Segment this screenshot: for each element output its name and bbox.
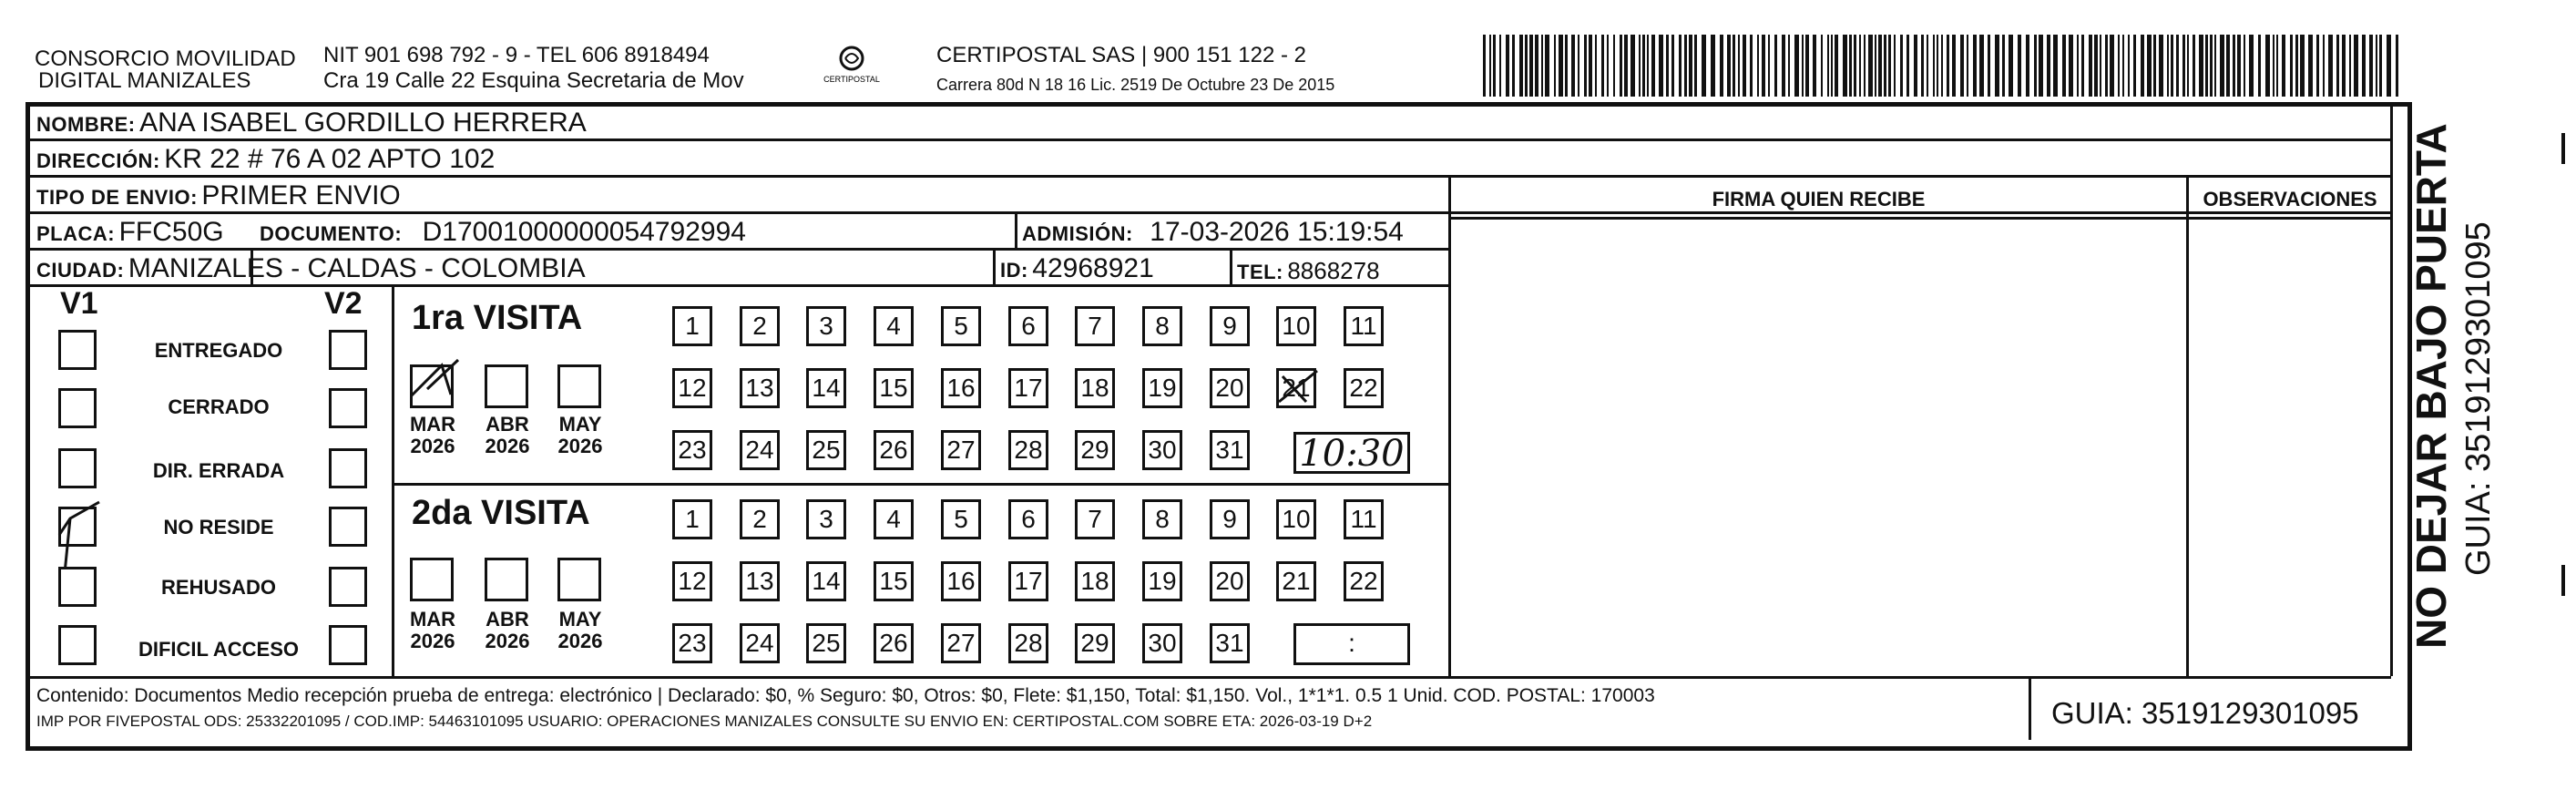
second-visit-day-31[interactable]: 31 [1210,623,1250,663]
first-visit-month-may-box[interactable] [557,364,601,408]
footer-print-line: IMP POR FIVEPOSTAL ODS: 25332201095 / COD.IMP: 54463101095 USUARIO: OPERACIONES MANIZALES CONSULTE SU ENVIO EN: CERTIPOSTAL.COM SOBRE ETA: 2026-03-19 D+2 [36,713,1373,730]
second-visit-day-24[interactable]: 24 [740,623,780,663]
first-visit-day-23[interactable]: 23 [672,430,712,470]
second-visit-month-abr-box[interactable] [485,558,528,601]
v2-entregado-checkbox[interactable] [329,330,367,370]
first-visit-month-mar-label: MAR 2026 [409,413,456,457]
document-label: DOCUMENTO: [260,222,403,245]
second-visit-month-may-label: MAY 2026 [557,608,603,652]
second-visit-day-20[interactable]: 20 [1210,561,1250,601]
recipient-name-row [36,108,587,143]
v1-header: V1 [60,286,98,321]
first-visit-day-21[interactable]: 21 [1276,368,1316,408]
footer-content-line: Contenido: Documentos Medio recepción prueba de entrega: electrónico | Declarado: $0, % Seguro: $0, Otros: $0, Flete: $1,150, Total: $1,150. Vol., 1*1*1. 0.5 1 Unid. COD. POSTAL: 170003 [36,685,1655,706]
courier-license-line: Carrera 80d N 18 16 Lic. 2519 De Octubre 23 De 2015 [936,76,1335,94]
second-visit-day-21[interactable]: 21 [1276,561,1316,601]
first-visit-day-2[interactable]: 2 [740,306,780,346]
first-visit-day-7[interactable]: 7 [1075,306,1115,346]
first-visit-day-20[interactable]: 20 [1210,368,1250,408]
document-field [260,217,746,252]
first-visit-day-11[interactable]: 11 [1344,306,1384,346]
barcode [1483,35,2403,97]
second-visit-month-abr-label: ABR 2026 [485,608,530,652]
handwritten-check-icon [52,498,107,575]
first-visit-day-22[interactable]: 22 [1344,368,1384,408]
v2-dir-errada-checkbox[interactable] [329,448,367,488]
second-visit-day-9[interactable]: 9 [1210,499,1250,539]
first-visit-day-8[interactable]: 8 [1142,306,1182,346]
handwritten-check-icon [405,353,478,416]
first-visit-day-28[interactable]: 28 [1008,430,1048,470]
certipostal-logo [815,40,888,95]
recipient-address-row [36,144,495,179]
admission-label: ADMISIÓN: [1022,222,1133,245]
second-visit-month-may-box[interactable] [557,558,601,601]
second-visit-day-7[interactable]: 7 [1075,499,1115,539]
v2-header: V2 [324,286,363,321]
observations-column-header: OBSERVACIONES [2203,188,2377,210]
second-visit-day-2[interactable]: 2 [740,499,780,539]
first-visit-day-5[interactable]: 5 [941,306,981,346]
status-label-cerrado: CERRADO [168,395,270,418]
v2-dificil-acceso-checkbox[interactable] [329,625,367,665]
second-visit-day-26[interactable]: 26 [874,623,914,663]
second-visit-day-17[interactable]: 17 [1008,561,1048,601]
second-visit-day-1[interactable]: 1 [672,499,712,539]
second-visit-day-19[interactable]: 19 [1142,561,1182,601]
footer-guide-number: GUIA: 3519129301095 [2051,696,2359,730]
side-guide-number: GUIA: 3519129301095 [2459,221,2498,576]
second-visit-title: 2da VISITA [412,494,590,532]
v1-cerrado-checkbox[interactable] [58,388,97,428]
first-visit-day-6[interactable]: 6 [1008,306,1048,346]
status-label-no-reside: NO RESIDE [163,516,274,538]
second-visit-day-15[interactable]: 15 [874,561,914,601]
first-visit-day-9[interactable]: 9 [1210,306,1250,346]
v1-entregado-checkbox[interactable] [58,330,97,370]
v2-cerrado-checkbox[interactable] [329,388,367,428]
address-value: KR 22 # 76 A 02 APTO 102 [164,144,496,174]
first-visit-day-25[interactable]: 25 [806,430,846,470]
courier-name-line: CERTIPOSTAL SAS | 900 151 122 - 2 [936,43,1306,67]
tel-field [1237,255,1380,291]
second-visit-day-5[interactable]: 5 [941,499,981,539]
company-address-line: Cra 19 Calle 22 Esquina Secretaria de Mov [323,68,744,93]
second-visit-day-14[interactable]: 14 [806,561,846,601]
tel-label: TEL: [1237,261,1283,283]
first-visit-time-handwritten: 10:30 [1299,433,1405,475]
id-field [1000,253,1154,289]
second-visit-day-3[interactable]: 3 [806,499,846,539]
first-visit-day-31[interactable]: 31 [1210,430,1250,470]
status-label-dificil-acceso: DIFICIL ACCESO [138,638,299,661]
company-name-line1: CONSORCIO MOVILIDAD [35,46,296,71]
second-visit-day-8[interactable]: 8 [1142,499,1182,539]
first-visit-day-19[interactable]: 19 [1142,368,1182,408]
second-visit-day-25[interactable]: 25 [806,623,846,663]
v2-no-reside-checkbox[interactable] [329,507,367,547]
first-visit-day-26[interactable]: 26 [874,430,914,470]
v2-rehusado-checkbox[interactable] [329,567,367,607]
first-visit-title: 1ra VISITA [412,299,583,337]
second-visit-day-29[interactable]: 29 [1075,623,1115,663]
company-name-line2: DIGITAL MANIZALES [38,68,251,93]
status-label-rehusado: REHUSADO [161,576,276,599]
shipment-type-row [36,180,401,216]
second-visit-day-13[interactable]: 13 [740,561,780,601]
name-value: ANA ISABEL GORDILLO HERRERA [139,108,587,138]
second-visit-day-12[interactable]: 12 [672,561,712,601]
second-visit-day-11[interactable]: 11 [1344,499,1384,539]
v1-dificil-acceso-checkbox[interactable] [58,625,97,665]
handwritten-check-icon [1273,365,1324,411]
first-visit-day-27[interactable]: 27 [941,430,981,470]
tel-value: 8868278 [1287,257,1380,284]
second-visit-day-18[interactable]: 18 [1075,561,1115,601]
first-visit-day-15[interactable]: 15 [874,368,914,408]
document-value: D17001000000054792994 [422,217,746,247]
status-label-entregado: ENTREGADO [154,339,283,362]
first-visit-day-12[interactable]: 12 [672,368,712,408]
first-visit-month-abr-box[interactable] [485,364,528,408]
second-visit-day-22[interactable]: 22 [1344,561,1384,601]
v1-rehusado-checkbox[interactable] [58,567,97,607]
certipostal-logo-icon [815,40,888,95]
id-label: ID: [1000,259,1028,282]
first-visit-day-29[interactable]: 29 [1075,430,1115,470]
second-visit-day-23[interactable]: 23 [672,623,712,663]
first-visit-time-box[interactable] [1293,432,1410,474]
first-visit-day-13[interactable]: 13 [740,368,780,408]
status-label-dir-errada: DIR. ERRADA [152,459,285,482]
city-value: MANIZALES - CALDAS - COLOMBIA [128,253,586,283]
v1-no-reside-checkbox[interactable] [58,507,97,547]
first-visit-day-1[interactable]: 1 [672,306,712,346]
second-visit-month-mar-label: MAR 2026 [409,608,456,652]
first-visit-day-30[interactable]: 30 [1142,430,1182,470]
no-dejar-bajo-puerta-warning: NO DEJAR BAJO PUERTA [2407,123,2455,649]
first-visit-day-18[interactable]: 18 [1075,368,1115,408]
shipment-type-label: TIPO DE ENVIO: [36,186,198,209]
first-visit-month-mar-box[interactable] [410,364,454,408]
admission-field [1022,217,1404,252]
signature-column-header: FIRMA QUIEN RECIBE [1712,188,1926,210]
first-visit-day-4[interactable]: 4 [874,306,914,346]
company-nit-line: NIT 901 698 792 - 9 - TEL 606 8918494 [323,43,710,67]
first-visit-day-14[interactable]: 14 [806,368,846,408]
first-visit-day-3[interactable]: 3 [806,306,846,346]
second-visit-day-10[interactable]: 10 [1276,499,1316,539]
admission-value: 17-03-2026 15:19:54 [1150,217,1404,247]
first-visit-month-may-label: MAY 2026 [557,413,603,457]
plate-label: PLACA: [36,222,116,245]
name-label: NOMBRE: [36,113,136,136]
first-visit-day-10[interactable]: 10 [1276,306,1316,346]
plate-value: FFC50G [118,217,224,247]
v1-dir-errada-checkbox[interactable] [58,448,97,488]
second-visit-day-27[interactable]: 27 [941,623,981,663]
city-label: CIUDAD: [36,259,125,282]
second-visit-day-16[interactable]: 16 [941,561,981,601]
first-visit-day-16[interactable]: 16 [941,368,981,408]
city-field [36,253,586,289]
id-value: 42968921 [1032,253,1154,283]
plate-field [36,217,224,252]
first-visit-day-24[interactable]: 24 [740,430,780,470]
second-visit-day-4[interactable]: 4 [874,499,914,539]
address-label: DIRECCIÓN: [36,149,160,172]
first-visit-day-17[interactable]: 17 [1008,368,1048,408]
second-visit-month-mar-box[interactable] [410,558,454,601]
svg-text:CERTIPOSTAL: CERTIPOSTAL [823,75,880,84]
second-visit-time-box[interactable]: : [1293,623,1410,665]
first-visit-month-abr-label: ABR 2026 [485,413,530,457]
second-visit-day-30[interactable]: 30 [1142,623,1182,663]
shipment-type-value: PRIMER ENVIO [201,180,401,210]
second-visit-day-6[interactable]: 6 [1008,499,1048,539]
second-visit-day-28[interactable]: 28 [1008,623,1048,663]
